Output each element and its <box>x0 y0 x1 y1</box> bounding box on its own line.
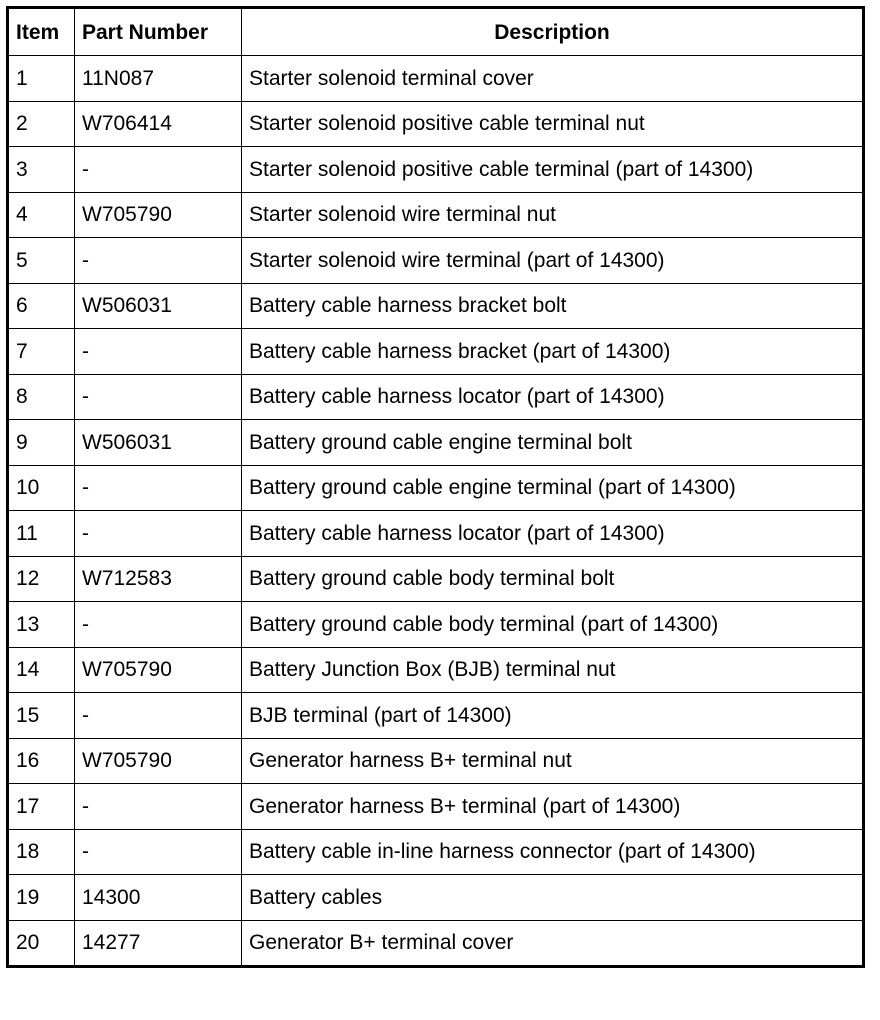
item-cell: 2 <box>8 101 75 147</box>
table-row <box>8 875 864 921</box>
description-cell: Battery ground cable body terminal (part of 14300) <box>242 602 864 648</box>
part-number-cell: - <box>75 374 242 420</box>
table-row <box>8 556 864 602</box>
description-cell: Battery Junction Box (BJB) terminal nut <box>242 647 864 693</box>
item-cell: 11 <box>8 511 75 557</box>
table-row <box>8 56 864 102</box>
table-row <box>8 147 864 193</box>
description-cell: Battery cables <box>242 875 864 921</box>
description-cell: Battery ground cable engine terminal bolt <box>242 420 864 466</box>
table-row <box>8 420 864 466</box>
description-cell: Starter solenoid wire terminal nut <box>242 192 864 238</box>
part-number-cell: - <box>75 465 242 511</box>
description-cell: Battery ground cable engine terminal (part of 14300) <box>242 465 864 511</box>
header-part-number: Part Number <box>75 8 242 56</box>
table-row <box>8 920 864 967</box>
part-number-cell: W506031 <box>75 420 242 466</box>
item-cell: 9 <box>8 420 75 466</box>
table-row <box>8 784 864 830</box>
header-description: Description <box>242 8 864 56</box>
item-cell: 4 <box>8 192 75 238</box>
item-cell: 17 <box>8 784 75 830</box>
item-cell: 1 <box>8 56 75 102</box>
item-cell: 18 <box>8 829 75 875</box>
table-body <box>8 56 864 967</box>
part-number-cell: - <box>75 602 242 648</box>
description-cell: Generator harness B+ terminal nut <box>242 738 864 784</box>
parts-table <box>6 6 865 968</box>
table-row <box>8 511 864 557</box>
part-number-cell: 14300 <box>75 875 242 921</box>
part-number-cell: - <box>75 329 242 375</box>
table-row <box>8 602 864 648</box>
item-cell: 7 <box>8 329 75 375</box>
description-cell: Starter solenoid wire terminal (part of 14300) <box>242 238 864 284</box>
item-cell: 6 <box>8 283 75 329</box>
header-row <box>8 8 864 56</box>
part-number-cell: W706414 <box>75 101 242 147</box>
part-number-cell: W705790 <box>75 192 242 238</box>
header-item: Item <box>8 8 75 56</box>
description-cell: Battery cable harness locator (part of 14300) <box>242 374 864 420</box>
item-cell: 13 <box>8 602 75 648</box>
table-row <box>8 374 864 420</box>
part-number-cell: - <box>75 238 242 284</box>
description-cell: Battery cable harness bracket (part of 14300) <box>242 329 864 375</box>
part-number-cell: - <box>75 784 242 830</box>
part-number-cell: - <box>75 693 242 739</box>
table-header <box>8 8 864 56</box>
part-number-cell: - <box>75 511 242 557</box>
description-cell: Battery cable in-line harness connector (part of 14300) <box>242 829 864 875</box>
table-row <box>8 238 864 284</box>
table-row <box>8 693 864 739</box>
part-number-cell: W506031 <box>75 283 242 329</box>
table-row <box>8 101 864 147</box>
description-cell: Starter solenoid positive cable terminal nut <box>242 101 864 147</box>
item-cell: 3 <box>8 147 75 193</box>
table-row <box>8 329 864 375</box>
table-row <box>8 647 864 693</box>
table-row <box>8 465 864 511</box>
description-cell: Battery ground cable body terminal bolt <box>242 556 864 602</box>
item-cell: 8 <box>8 374 75 420</box>
table-row <box>8 283 864 329</box>
item-cell: 15 <box>8 693 75 739</box>
part-number-cell: W705790 <box>75 647 242 693</box>
item-cell: 16 <box>8 738 75 784</box>
description-cell: Generator B+ terminal cover <box>242 920 864 967</box>
table-row <box>8 738 864 784</box>
description-cell: Starter solenoid terminal cover <box>242 56 864 102</box>
item-cell: 19 <box>8 875 75 921</box>
part-number-cell: - <box>75 147 242 193</box>
table-row <box>8 192 864 238</box>
part-number-cell: W712583 <box>75 556 242 602</box>
item-cell: 5 <box>8 238 75 284</box>
description-cell: Starter solenoid positive cable terminal (part of 14300) <box>242 147 864 193</box>
description-cell: Battery cable harness bracket bolt <box>242 283 864 329</box>
part-number-cell: W705790 <box>75 738 242 784</box>
part-number-cell: 14277 <box>75 920 242 967</box>
item-cell: 20 <box>8 920 75 967</box>
description-cell: BJB terminal (part of 14300) <box>242 693 864 739</box>
description-cell: Battery cable harness locator (part of 14300) <box>242 511 864 557</box>
item-cell: 14 <box>8 647 75 693</box>
description-cell: Generator harness B+ terminal (part of 14300) <box>242 784 864 830</box>
item-cell: 10 <box>8 465 75 511</box>
table-row <box>8 829 864 875</box>
item-cell: 12 <box>8 556 75 602</box>
part-number-cell: 11N087 <box>75 56 242 102</box>
part-number-cell: - <box>75 829 242 875</box>
